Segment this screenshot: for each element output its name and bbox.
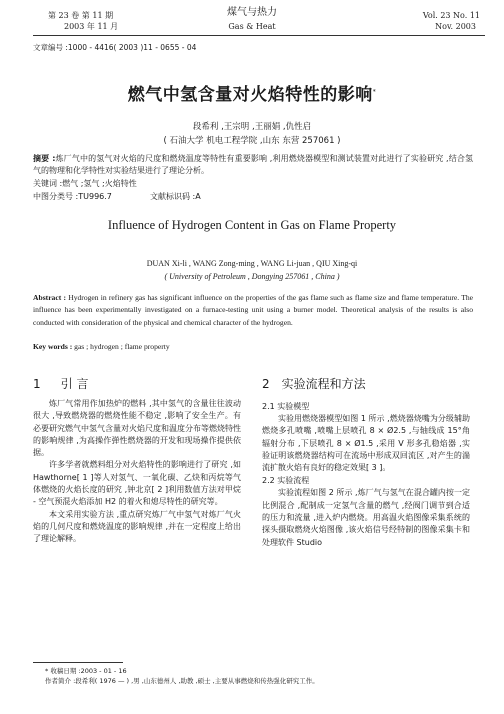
section-2-number: 2	[262, 377, 270, 391]
affiliation-en: ( University of Petroleum , Dongying 257061 , China )	[164, 272, 340, 281]
volume-label-en: Vol. 23 No. 11	[422, 11, 480, 20]
abstract-text-cn: 炼厂气中的氢气对火焰的尺度和燃烧温度等特性有重要影响 ,利用燃烧器模型和测试装置对此进行了实验研究 ,结合氢气的物理和化学特性对实验结果进行了理论分析。	[33, 154, 474, 176]
section-1-body	[33, 398, 241, 546]
journal-name-cn: 煤气与热力	[227, 7, 277, 18]
title-footnote-mark: *	[372, 88, 377, 96]
footnote-received: * 收稿日期 :2003 - 01 - 16	[45, 667, 127, 675]
paragraph: 实验用燃烧器模型如图 1 所示 ,燃烧器烧嘴为分级辅助燃烧多孔喷嘴 ,喷嘴上层喷孔 8 × Ø2.5 ,与轴线成 15°角辐射分布 ,下层喷孔 8 × Ø1.5 ,采用 V 形多孔稳焰器 ,实验证明该燃烧器结构可在流场中形成双回流区 ,对产生的湍流扩散火焰有良好的稳定效果[ 3 ]。	[262, 414, 470, 473]
keywords-en	[33, 341, 170, 353]
section-2-body	[262, 400, 470, 549]
abstract-text-en: Hydrogen in refinery gas has significant influence on the properties of the gas flame such as flame size and flame temperature. The influence has been experimentally investigated on a furnace-testing unit using a burner model. Theoretical analysis of the results is also conducted with consideration of the physical and chemical character of the hydrogen.	[33, 293, 474, 327]
article-title-cn: 燃气中氢含量对火焰特性的影响*	[127, 85, 377, 105]
keywords-cn: 关键词 :燃气 ;氢气 ;火焰特性	[33, 179, 137, 188]
subsection-2-1-title: 2.1 实验模型	[262, 402, 310, 411]
footnote-author-bio: 作者简介 :段希利( 1976 — ) ,男 ,山东德州人 ,助教 ,硕士 ,主要从事燃烧和传热强化研究工作。	[45, 677, 319, 685]
journal-name-en: Gas & Heat	[228, 22, 276, 31]
issue-label-cn: 第 23 卷 第 11 期	[48, 11, 114, 20]
authors-cn: 段希利 ,王宗明 ,王丽娟 ,仇性启	[192, 122, 312, 132]
abstract-label-en: Abstract :	[33, 293, 66, 302]
authors-en: DUAN Xi-li , WANG Zong-ming , WANG Li-juan , QIU Xing-qi	[146, 259, 358, 268]
clc-number: 中图分类号 :TU996.7	[33, 192, 112, 201]
paragraph: 本文采用实验方法 ,重点研究炼厂气中氢气对炼厂气火焰的几何尺度和燃烧温度的影响规律 ,并在一定程度上给出了理论解释。	[33, 509, 241, 544]
paragraph: 实验流程如图 2 所示 ,炼厂气与氢气在混合罐内按一定比例混合 ,配制成一定氢气含量的燃气 ,经阀门调节到合适的压力和流量 ,进入炉内燃烧。用高温火焰图像采集系统的探头摄取燃烧火焰图像 ,该火焰信号经特制的图像采集卡和处理软件 Studio	[262, 488, 470, 547]
section-1-heading	[33, 375, 88, 392]
section-2-heading	[262, 375, 366, 392]
abstract-cn	[33, 153, 473, 178]
header-rule	[33, 35, 485, 36]
abstract-label-cn: 摘要 :	[33, 154, 56, 163]
section-1-title: 引 言	[60, 377, 89, 391]
document-code: 文献标识码 :A	[150, 192, 201, 201]
date-label-en: Nov. 2003	[435, 22, 476, 31]
subsection-2-2-title: 2.2 实验流程	[262, 476, 310, 486]
date-label-cn: 2003 年 11 月	[64, 22, 119, 31]
abstract-en	[33, 292, 473, 329]
article-number: 文章编号 :1000 - 4416( 2003 )11 - 0655 - 04	[33, 43, 197, 52]
section-2-title: 实验流程和方法	[281, 377, 366, 391]
affiliation-cn: ( 石油大学 机电工程学院 ,山东 东营 257061 )	[163, 136, 341, 146]
article-title-en: Influence of Hydrogen Content in Gas on Flame Property	[107, 218, 397, 232]
paragraph: 炼厂气常用作加热炉的燃料 ,其中氢气的含量往往波动很大 ,导致燃烧器的燃烧性能不稳定 ,影响了安全生产。有必要研究燃气中氢气含量对火焰尺度和温度分布等燃烧特性的影响规律 ,为高操作弹性燃烧器的开发和现场操作提供依据。	[33, 399, 241, 458]
footnote-rule	[33, 662, 123, 663]
keywords-text-en: gas ; hydrogen ; flame property	[74, 342, 170, 351]
paragraph: 许多学者就燃料组分对火焰特性的影响进行了研究 ,如 Hawthorne[ 1 ]等人对氢气、一氧化碳、乙炔和丙烷等气体燃烧的火焰长度的研究 ,钟北京[ 2 ]利用数值方法对甲烷 - 空气预混火焰添加 H2 的着火和熄尽特性的研究等。	[33, 460, 241, 507]
section-1-number: 1	[33, 377, 41, 391]
keywords-label-en: Key words :	[33, 342, 73, 351]
